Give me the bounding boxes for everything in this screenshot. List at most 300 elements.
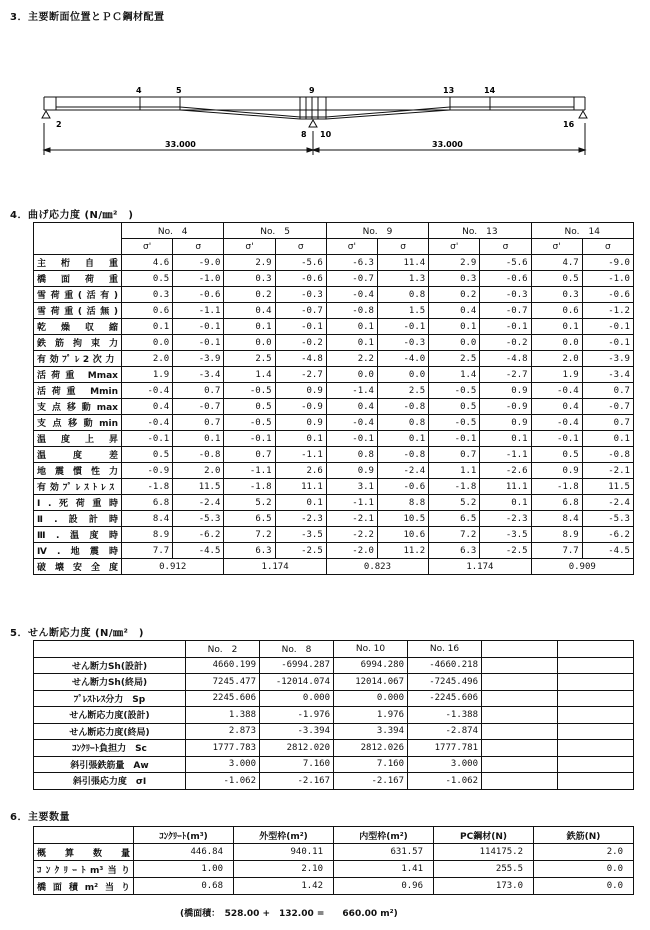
value-cell: 7.2 — [224, 527, 275, 543]
value-cell: -0.1 — [582, 335, 633, 351]
safety-value: 0.912 — [122, 559, 224, 575]
value-cell: 0.5 — [531, 447, 582, 463]
value-cell: -2.5 — [480, 543, 531, 559]
value-cell: -0.8 — [377, 447, 428, 463]
value-cell: -1.1 — [480, 447, 531, 463]
value-cell: -1.0 — [582, 271, 633, 287]
value-cell: 0.9 — [275, 415, 326, 431]
section-header: No. 8 — [260, 641, 334, 658]
sigma-header: σ — [377, 239, 428, 255]
table-row — [34, 690, 634, 707]
row-label: ﾌﾟﾚｽﾄﾚｽ分力 Sp — [34, 690, 186, 707]
value-cell: -2.3 — [275, 511, 326, 527]
value-cell: 0.1 — [326, 335, 377, 351]
value-cell: 1.1 — [429, 463, 480, 479]
value-cell: -6.2 — [173, 527, 224, 543]
value-cell: 0.0 — [377, 367, 428, 383]
sigma-header: σ — [480, 239, 531, 255]
value-cell: 3.394 — [334, 723, 408, 740]
value-cell: 0.0 — [429, 335, 480, 351]
value-cell: -1.1 — [275, 447, 326, 463]
value-cell: -4.8 — [275, 351, 326, 367]
value-cell: -2245.606 — [408, 690, 482, 707]
value-cell: 0.6 — [531, 303, 582, 319]
section-header: No. 13 — [429, 223, 531, 239]
value-cell: -2.4 — [377, 463, 428, 479]
value-cell: -0.3 — [275, 287, 326, 303]
value-cell: -0.6 — [582, 287, 633, 303]
value-cell: 2.6 — [275, 463, 326, 479]
empty-cell — [482, 723, 558, 740]
value-cell: 0.0 — [534, 861, 634, 878]
subheader-row — [34, 239, 634, 255]
table-row — [34, 415, 634, 431]
value-cell: -9.0 — [582, 255, 633, 271]
value-cell: 1.41 — [334, 861, 434, 878]
value-cell: 2.10 — [234, 861, 334, 878]
value-cell: 173.0 — [434, 878, 534, 895]
value-cell: -4.5 — [173, 543, 224, 559]
safety-row — [34, 559, 634, 575]
value-cell: -0.7 — [275, 303, 326, 319]
empty-cell — [558, 657, 634, 674]
value-cell: 6.8 — [122, 495, 173, 511]
row-label: 斜引張応力度 σⅠ — [34, 773, 186, 790]
table-row — [34, 367, 634, 383]
table-row — [34, 383, 634, 399]
column-header: ｺﾝｸﾘｰﾄ(m³) — [134, 827, 234, 844]
value-cell: -3.5 — [480, 527, 531, 543]
value-cell: 0.000 — [334, 690, 408, 707]
table-row — [34, 723, 634, 740]
row-label: 活荷重 Mmax — [34, 367, 122, 383]
value-cell: -4.8 — [480, 351, 531, 367]
value-cell: -0.3 — [480, 287, 531, 303]
value-cell: -0.4 — [531, 383, 582, 399]
value-cell: -1.062 — [186, 773, 260, 790]
value-cell: 0.96 — [334, 878, 434, 895]
table-row — [34, 511, 634, 527]
value-cell: -2.3 — [480, 511, 531, 527]
safety-value: 1.174 — [224, 559, 326, 575]
value-cell: 10.6 — [377, 527, 428, 543]
value-cell: 1.5 — [377, 303, 428, 319]
value-cell: 3.000 — [186, 756, 260, 773]
value-cell: 2.0 — [122, 351, 173, 367]
section-header: No. 14 — [531, 223, 633, 239]
sigma-prime-header: σ' — [224, 239, 275, 255]
row-label: 橋面積m²当り — [34, 878, 134, 895]
table-row — [34, 707, 634, 724]
value-cell: 0.9 — [480, 415, 531, 431]
value-cell: 11.4 — [377, 255, 428, 271]
value-cell: 4.6 — [122, 255, 173, 271]
value-cell: 0.1 — [429, 319, 480, 335]
value-cell: 0.2 — [429, 287, 480, 303]
row-label: 温度差 — [34, 447, 122, 463]
value-cell: 0.7 — [582, 383, 633, 399]
table-row — [34, 255, 634, 271]
row-label: せん断力Sh(終局) — [34, 674, 186, 691]
value-cell: 0.4 — [326, 399, 377, 415]
value-cell: -2.6 — [480, 463, 531, 479]
value-cell: 0.7 — [173, 415, 224, 431]
header-row — [34, 223, 634, 239]
value-cell: 2.5 — [224, 351, 275, 367]
section6-title: 6．主要数量 — [10, 812, 70, 823]
empty-cell — [482, 641, 558, 658]
value-cell: 6994.280 — [334, 657, 408, 674]
row-label: Ⅲ.温度時 — [34, 527, 122, 543]
value-cell: 0.7 — [173, 383, 224, 399]
value-cell: 11.5 — [173, 479, 224, 495]
quantity-table — [33, 826, 634, 895]
value-cell: -3.9 — [582, 351, 633, 367]
label-top-4: 4 — [136, 86, 142, 95]
label-top-9: 9 — [309, 86, 315, 95]
value-cell: 1.4 — [224, 367, 275, 383]
value-cell: -2.1 — [582, 463, 633, 479]
value-cell: -12014.074 — [260, 674, 334, 691]
table-row — [34, 351, 634, 367]
section-header: No. 16 — [408, 641, 482, 658]
value-cell: 631.57 — [334, 844, 434, 861]
value-cell: -1.4 — [326, 383, 377, 399]
value-cell: 0.3 — [531, 287, 582, 303]
value-cell: 2812.026 — [334, 740, 408, 757]
value-cell: -5.3 — [582, 511, 633, 527]
value-cell: -0.5 — [224, 383, 275, 399]
column-header: PC鋼材(N) — [434, 827, 534, 844]
value-cell: 1777.783 — [186, 740, 260, 757]
header-row — [34, 827, 634, 844]
section5-title: 5．せん断応力度 (N/㎜² ) — [10, 628, 144, 639]
value-cell: 0.0 — [326, 367, 377, 383]
value-cell: -2.4 — [173, 495, 224, 511]
shear-stress-table — [33, 640, 634, 790]
value-cell: 0.1 — [326, 319, 377, 335]
value-cell: 0.9 — [480, 383, 531, 399]
value-cell: 3.000 — [408, 756, 482, 773]
value-cell: 1.00 — [134, 861, 234, 878]
value-cell: 0.4 — [122, 399, 173, 415]
value-cell: 1.4 — [429, 367, 480, 383]
value-cell: -6994.287 — [260, 657, 334, 674]
table-row — [34, 756, 634, 773]
value-cell: -0.3 — [377, 335, 428, 351]
value-cell: 2.873 — [186, 723, 260, 740]
value-cell: -2.1 — [326, 511, 377, 527]
empty-cell — [482, 773, 558, 790]
value-cell: -0.7 — [173, 399, 224, 415]
value-cell: 0.4 — [224, 303, 275, 319]
value-cell: 12014.067 — [334, 674, 408, 691]
value-cell: -0.7 — [480, 303, 531, 319]
empty-cell — [558, 690, 634, 707]
column-header: 外型枠(m²) — [234, 827, 334, 844]
span-left: 33.000 — [165, 140, 196, 149]
value-cell: -3.9 — [173, 351, 224, 367]
table-row — [34, 543, 634, 559]
value-cell: 7.7 — [531, 543, 582, 559]
value-cell: -2.874 — [408, 723, 482, 740]
value-cell: -0.2 — [480, 335, 531, 351]
table-row — [34, 773, 634, 790]
row-label: せん断力Sh(設計) — [34, 657, 186, 674]
value-cell: 0.1 — [122, 319, 173, 335]
value-cell: -5.3 — [173, 511, 224, 527]
row-label: 支点移動max — [34, 399, 122, 415]
value-cell: -1.8 — [531, 479, 582, 495]
sigma-prime-header: σ' — [122, 239, 173, 255]
sigma-header: σ — [275, 239, 326, 255]
empty-cell — [482, 756, 558, 773]
value-cell: 1.9 — [122, 367, 173, 383]
value-cell: 0.68 — [134, 878, 234, 895]
corner-cell — [34, 223, 122, 255]
value-cell: 0.1 — [377, 431, 428, 447]
value-cell: -0.5 — [429, 383, 480, 399]
row-label: 有効ﾌﾟﾚｽﾄﾚｽ — [34, 479, 122, 495]
value-cell: -2.4 — [582, 495, 633, 511]
value-cell: 0.000 — [260, 690, 334, 707]
value-cell: -0.6 — [377, 479, 428, 495]
value-cell: -0.4 — [326, 287, 377, 303]
row-label: ｺﾝｸﾘｰﾄ負担力 Sc — [34, 740, 186, 757]
value-cell: 0.1 — [275, 495, 326, 511]
section-header: No. 2 — [186, 641, 260, 658]
label-top-14: 14 — [484, 86, 496, 95]
value-cell: 0.0 — [534, 878, 634, 895]
value-cell: -9.0 — [173, 255, 224, 271]
value-cell: -0.4 — [531, 415, 582, 431]
value-cell: 0.0 — [224, 335, 275, 351]
value-cell: -1.8 — [122, 479, 173, 495]
value-cell: 0.1 — [531, 319, 582, 335]
table-row — [34, 674, 634, 691]
value-cell: -0.8 — [582, 447, 633, 463]
safety-value: 1.174 — [429, 559, 531, 575]
value-cell: -0.1 — [377, 319, 428, 335]
section-header: No. 10 — [334, 641, 408, 658]
value-cell: -0.4 — [122, 383, 173, 399]
value-cell: 0.1 — [582, 431, 633, 447]
span-right: 33.000 — [432, 140, 463, 149]
value-cell: 7.160 — [334, 756, 408, 773]
empty-cell — [482, 657, 558, 674]
value-cell: -0.8 — [173, 447, 224, 463]
value-cell: -0.1 — [173, 319, 224, 335]
bridge-diagram — [0, 75, 650, 165]
sigma-prime-header: σ' — [531, 239, 582, 255]
row-label: 雪荷重(活無) — [34, 303, 122, 319]
value-cell: 0.8 — [326, 447, 377, 463]
value-cell: 6.8 — [531, 495, 582, 511]
empty-cell — [558, 756, 634, 773]
value-cell: 7.7 — [122, 543, 173, 559]
value-cell: -1.1 — [173, 303, 224, 319]
row-label: 斜引張鉄筋量 Aw — [34, 756, 186, 773]
value-cell: 8.4 — [531, 511, 582, 527]
value-cell: -1.388 — [408, 707, 482, 724]
table-row — [34, 399, 634, 415]
value-cell: 0.3 — [224, 271, 275, 287]
value-cell: 0.7 — [582, 415, 633, 431]
value-cell: 1.3 — [377, 271, 428, 287]
table-row — [34, 479, 634, 495]
value-cell: 7245.477 — [186, 674, 260, 691]
safety-value: 0.909 — [531, 559, 633, 575]
value-cell: -0.4 — [326, 415, 377, 431]
value-cell: 0.9 — [275, 383, 326, 399]
value-cell: 0.1 — [173, 431, 224, 447]
value-cell: 0.4 — [531, 399, 582, 415]
row-label: 地震慣性力 — [34, 463, 122, 479]
value-cell: 1.388 — [186, 707, 260, 724]
row-label: 支点移動min — [34, 415, 122, 431]
value-cell: 11.1 — [275, 479, 326, 495]
value-cell: 6.5 — [224, 511, 275, 527]
row-label: 温度上昇 — [34, 431, 122, 447]
empty-cell — [558, 707, 634, 724]
sigma-prime-header: σ' — [326, 239, 377, 255]
value-cell: -2.2 — [326, 527, 377, 543]
value-cell: -2.0 — [326, 543, 377, 559]
value-cell: -2.7 — [275, 367, 326, 383]
empty-cell — [558, 723, 634, 740]
label-top-5: 5 — [176, 86, 182, 95]
value-cell: 0.6 — [122, 303, 173, 319]
safety-value: 0.823 — [326, 559, 428, 575]
value-cell: -4660.218 — [408, 657, 482, 674]
value-cell: 2812.020 — [260, 740, 334, 757]
value-cell: 446.84 — [134, 844, 234, 861]
row-label: せん断応力度(終局) — [34, 723, 186, 740]
corner-cell — [34, 641, 186, 658]
value-cell: 0.0 — [122, 335, 173, 351]
value-cell: 7.2 — [429, 527, 480, 543]
value-cell: -4.0 — [377, 351, 428, 367]
value-cell: -5.6 — [275, 255, 326, 271]
value-cell: 940.11 — [234, 844, 334, 861]
value-cell: -0.1 — [173, 335, 224, 351]
row-label: 活荷重 Mmin — [34, 383, 122, 399]
table-row — [34, 287, 634, 303]
value-cell: 8.9 — [531, 527, 582, 543]
value-cell: -0.4 — [122, 415, 173, 431]
value-cell: -0.5 — [429, 415, 480, 431]
value-cell: -0.2 — [275, 335, 326, 351]
value-cell: 3.1 — [326, 479, 377, 495]
value-cell: 2.9 — [224, 255, 275, 271]
value-cell: -1.2 — [582, 303, 633, 319]
sigma-header: σ — [173, 239, 224, 255]
empty-cell — [482, 740, 558, 757]
table-row — [34, 447, 634, 463]
value-cell: 0.8 — [377, 287, 428, 303]
table-row — [34, 319, 634, 335]
sigma-header: σ — [582, 239, 633, 255]
value-cell: 0.1 — [275, 431, 326, 447]
empty-cell — [558, 773, 634, 790]
value-cell: 0.4 — [429, 303, 480, 319]
value-cell: 0.0 — [531, 335, 582, 351]
row-label: ｺﾝｸﾘｰﾄm³当り — [34, 861, 134, 878]
value-cell: -2.5 — [275, 543, 326, 559]
value-cell: 10.5 — [377, 511, 428, 527]
value-cell: -0.7 — [326, 271, 377, 287]
value-cell: -6.3 — [326, 255, 377, 271]
value-cell: 2.0 — [534, 844, 634, 861]
empty-cell — [558, 740, 634, 757]
value-cell: 0.3 — [429, 271, 480, 287]
value-cell: 0.1 — [224, 319, 275, 335]
table-row — [34, 861, 634, 878]
value-cell: -1.8 — [224, 479, 275, 495]
value-cell: -3.4 — [173, 367, 224, 383]
value-cell: 1.976 — [334, 707, 408, 724]
section4-title: 4．曲げ応力度 (N/㎜² ) — [10, 210, 134, 221]
value-cell: -3.394 — [260, 723, 334, 740]
value-cell: -2.167 — [260, 773, 334, 790]
column-header: 鉄筋(N) — [534, 827, 634, 844]
table-row — [34, 431, 634, 447]
table-row — [34, 657, 634, 674]
value-cell: 0.3 — [122, 287, 173, 303]
value-cell: -0.1 — [480, 319, 531, 335]
table-row — [34, 527, 634, 543]
value-cell: 11.5 — [582, 479, 633, 495]
value-cell: 11.2 — [377, 543, 428, 559]
dimension-lines — [44, 123, 585, 155]
value-cell: -0.6 — [275, 271, 326, 287]
empty-cell — [482, 690, 558, 707]
value-cell: -0.1 — [582, 319, 633, 335]
value-cell: 7.160 — [260, 756, 334, 773]
value-cell: 11.1 — [480, 479, 531, 495]
value-cell: 0.9 — [326, 463, 377, 479]
table-row — [34, 878, 634, 895]
row-label: 有効ﾌﾟﾚ2次力 — [34, 351, 122, 367]
sigma-prime-header: σ' — [429, 239, 480, 255]
row-label: せん断応力度(設計) — [34, 707, 186, 724]
table-row — [34, 740, 634, 757]
value-cell: -2.167 — [334, 773, 408, 790]
label-bottom-10: 10 — [320, 130, 332, 139]
value-cell: 0.7 — [224, 447, 275, 463]
table-row — [34, 335, 634, 351]
value-cell: -0.8 — [326, 303, 377, 319]
value-cell: 2.9 — [429, 255, 480, 271]
bridge-area-note: (橋面積： 528.00 + 132.00 = 660.00 m²) — [180, 909, 398, 919]
bending-stress-table — [33, 222, 634, 575]
girder — [44, 97, 585, 119]
value-cell: 0.2 — [224, 287, 275, 303]
value-cell: 1.9 — [531, 367, 582, 383]
value-cell: -0.1 — [326, 431, 377, 447]
value-cell: -0.5 — [224, 415, 275, 431]
table-row — [34, 271, 634, 287]
row-label: 雪荷重(活有) — [34, 287, 122, 303]
value-cell: -3.5 — [275, 527, 326, 543]
value-cell: -4.5 — [582, 543, 633, 559]
value-cell: -0.9 — [480, 399, 531, 415]
header-row — [34, 641, 634, 658]
value-cell: 2.5 — [429, 351, 480, 367]
value-cell: 6.3 — [429, 543, 480, 559]
value-cell: -3.4 — [582, 367, 633, 383]
value-cell: -1.1 — [326, 495, 377, 511]
